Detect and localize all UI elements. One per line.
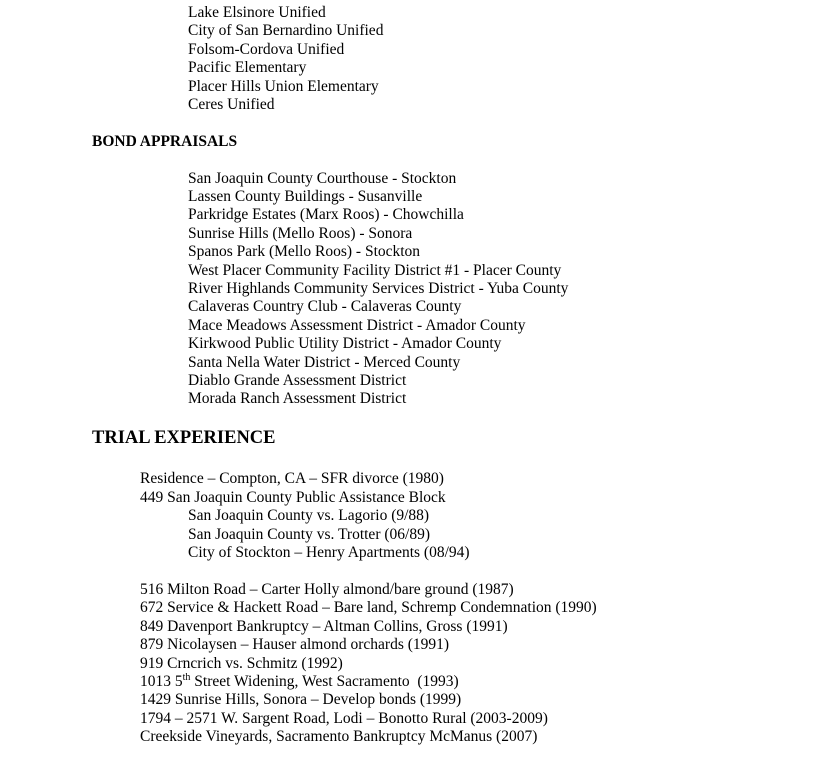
bond-appraisal-item: Spanos Park (Mello Roos) - Stockton [188, 243, 421, 260]
district-item: Folsom-Cordova Unified [188, 41, 345, 58]
trial-experience-heading: TRIAL EXPERIENCE [92, 428, 276, 448]
trial-subitem: San Joaquin County vs. Lagorio (9/88) [188, 507, 430, 524]
trial-item: 449 San Joaquin County Public Assistance Block [140, 489, 446, 506]
trial-item: 1794 – 2571 W. Sargent Road, Lodi – Bonotto Rural (2003-2009) [140, 710, 548, 727]
trial-item: 1429 Sunrise Hills, Sonora – Develop bonds (1999) [140, 691, 462, 708]
bond-appraisal-item: Mace Meadows Assessment District - Amador County [188, 317, 526, 334]
trial-item-street-widening [140, 673, 459, 691]
bond-appraisals-heading: BOND APPRAISALS [92, 133, 238, 150]
trial-item: 849 Davenport Bankruptcy – Altman Collins, Gross (1991) [140, 618, 508, 635]
trial-item: Residence – Compton, CA – SFR divorce (1980) [140, 470, 444, 487]
district-item: Ceres Unified [188, 96, 275, 113]
trial-item-suffix: Street Widening, West Sacramento (1993) [190, 673, 459, 690]
bond-appraisal-item: Parkridge Estates (Marx Roos) - Chowchilla [188, 206, 464, 223]
bond-appraisal-item: Kirkwood Public Utility District - Amador County [188, 335, 502, 352]
bond-appraisal-item: Lassen County Buildings - Susanville [188, 188, 423, 205]
bond-appraisal-item: Calaveras Country Club - Calaveras County [188, 298, 462, 315]
district-item: Pacific Elementary [188, 59, 307, 76]
bond-appraisal-item: River Highlands Community Services District - Yuba County [188, 280, 569, 297]
trial-item: 516 Milton Road – Carter Holly almond/bare ground (1987) [140, 581, 514, 598]
trial-subitem: City of Stockton – Henry Apartments (08/94) [188, 544, 470, 561]
district-item: Lake Elsinore Unified [188, 4, 326, 21]
trial-item: Creekside Vineyards, Sacramento Bankruptcy McManus (2007) [140, 728, 538, 745]
bond-appraisal-item: Morada Ranch Assessment District [188, 390, 407, 407]
ordinal-suffix: th [182, 671, 191, 683]
trial-item: 919 Crncrich vs. Schmitz (1992) [140, 655, 343, 672]
trial-item: 879 Nicolaysen – Hauser almond orchards (1991) [140, 636, 450, 653]
district-item: City of San Bernardino Unified [188, 22, 384, 39]
district-item: Placer Hills Union Elementary [188, 78, 379, 95]
bond-appraisal-item: West Placer Community Facility District #1 - Placer County [188, 262, 562, 279]
trial-item: 672 Service & Hackett Road – Bare land, Schremp Condemnation (1990) [140, 599, 597, 616]
trial-item-prefix: 1013 5 [140, 673, 183, 690]
bond-appraisal-item: Sunrise Hills (Mello Roos) - Sonora [188, 225, 413, 242]
bond-appraisal-item: San Joaquin County Courthouse - Stockton [188, 170, 457, 187]
bond-appraisal-item: Santa Nella Water District - Merced County [188, 354, 461, 371]
bond-appraisal-item: Diablo Grande Assessment District [188, 372, 407, 389]
trial-subitem: San Joaquin County vs. Trotter (06/89) [188, 526, 430, 543]
